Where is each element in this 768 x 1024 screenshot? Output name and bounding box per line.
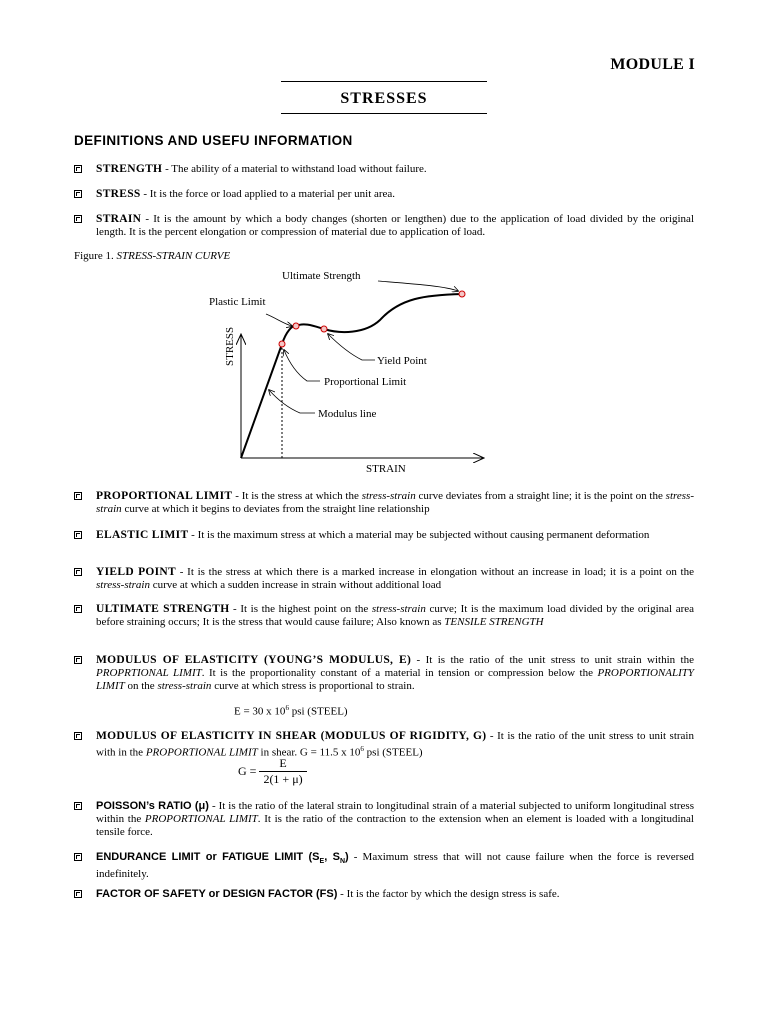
definition: - The ability of a material to withstand load without failure.	[162, 163, 427, 175]
checkbox-bullet-icon	[74, 656, 82, 664]
plastic-arrow	[266, 314, 292, 326]
formula-young-modulus: E = 30 x $10^6$ psi (STEEL)	[234, 704, 348, 718]
term: YIELD POINT	[96, 566, 177, 578]
label-plastic-limit: Plastic Limit	[209, 296, 266, 308]
def-poissons-ratio: POISSON’s RATIO (μ) - It is the ratio of the lateral strain to longitudinal strain of a material subjected to uniform longitudinal stress within the PROPORTIONAL LIMIT. It is the ratio of the contraction to the extension when an element is loaded with a longitudinal tensile force.	[74, 800, 694, 839]
page-title: STRESSES	[340, 90, 428, 107]
term: MODULUS OF ELASTICITY IN SHEAR (MODULUS OF RIGIDITY, G)	[96, 730, 487, 742]
plastic-limit-point	[293, 323, 299, 329]
definition: - It is the amount by which a body changes (shorten or lengthen) due to the application of load divided by the original length. It is the percent elongation or compression of material due to application of load.	[96, 213, 694, 238]
label-x-axis: STRAIN	[366, 463, 406, 475]
ultimate-arrow	[378, 281, 458, 291]
term: FACTOR OF SAFETY or DESIGN FACTOR (FS)	[96, 888, 338, 900]
figure-caption-title: STRESS-STRAIN CURVE	[116, 250, 231, 262]
checkbox-bullet-icon	[74, 492, 82, 500]
term: POISSON’s RATIO (μ)	[96, 800, 209, 812]
label-proportional-limit: Proportional Limit	[324, 376, 407, 388]
def-elastic-limit: ELASTIC LIMIT - It is the maximum stress at which a material may be subjected without causing permanent deformation	[74, 529, 694, 542]
module-heading: MODULE I	[610, 56, 695, 73]
checkbox-bullet-icon	[74, 605, 82, 613]
label-modulus-line: Modulus line	[318, 408, 377, 420]
term: STRESS	[96, 188, 141, 200]
stress-strain-diagram	[200, 262, 510, 482]
figure-caption-prefix: Figure 1.	[74, 250, 117, 262]
checkbox-bullet-icon	[74, 890, 82, 898]
yield-arrow	[328, 334, 375, 360]
formula-shear-modulus: G = $\frac{E}{2(1 + \mu)}$	[238, 756, 307, 787]
proportional-limit-point	[279, 341, 285, 347]
def-modulus-of-rigidity: MODULUS OF ELASTICITY IN SHEAR (MODULUS OF RIGIDITY, G) - It is the ratio of the unit stress to unit strain with in the PROPORTIONAL LIMIT in shear. G = 11.5 x $10^6$ psi (STEEL)	[74, 730, 694, 760]
def-modulus-of-elasticity: MODULUS OF ELASTICITY (YOUNG’S MODULUS, E) - It is the ratio of the unit stress to unit strain within the PROPRTIONAL LIMIT. It is the proportionality constant of a material in tension or compression below the PROPORTIONALITY LIMIT on the stress-strain curve at which stress is proportional to strain.	[74, 654, 694, 693]
def-stress	[74, 188, 694, 201]
def-factor-of-safety: FACTOR OF SAFETY or DESIGN FACTOR (FS) - It is the factor by which the design stress is safe.	[74, 888, 694, 901]
checkbox-bullet-icon	[74, 568, 82, 576]
term: ULTIMATE STRENGTH	[96, 603, 230, 615]
checkbox-bullet-icon	[74, 531, 82, 539]
term: ENDURANCE LIMIT or FATIGUE LIMIT ($S_E$, $S_N$)	[96, 851, 349, 866]
term: MODULUS OF ELASTICITY (YOUNG’S MODULUS, E)	[96, 654, 412, 666]
proportional-arrow	[284, 350, 320, 381]
def-proportional-limit: PROPORTIONAL LIMIT - It is the stress at which the stress-strain curve deviates from a straight line; it is the point on the stress-strain curve at which it begins to deviates from the straight line relationship	[74, 490, 694, 516]
def-strain	[74, 213, 694, 239]
checkbox-bullet-icon	[74, 802, 82, 810]
term: STRENGTH	[96, 163, 163, 175]
title-rule-bottom	[281, 113, 487, 114]
stress-strain-figure	[200, 262, 510, 482]
ultimate-strength-point	[459, 291, 465, 297]
term: PROPORTIONAL LIMIT	[96, 490, 233, 502]
checkbox-bullet-icon	[74, 215, 82, 223]
figure-caption	[74, 250, 230, 262]
label-yield-point: Yield Point	[377, 355, 427, 367]
def-endurance-limit: ENDURANCE LIMIT or FATIGUE LIMIT ($S_E$, $S_N$) - Maximum stress that will not cause failure when the force is reversed indefinitely.	[74, 851, 694, 881]
section-title: DEFINITIONS AND USEFU INFORMATION	[74, 133, 353, 148]
checkbox-bullet-icon	[74, 732, 82, 740]
def-yield-point: YIELD POINT - It is the stress at which there is a marked increase in elongation without an increase in load; it is a point on the stress-strain curve at which a sudden increase in strain without additional load	[74, 566, 694, 592]
def-ultimate-strength: ULTIMATE STRENGTH - It is the highest point on the stress-strain curve; It is the maximum load divided by the original area before straining occurs; It is the stress that would cause failure; Also known as TENSILE STRENGTH	[74, 603, 694, 629]
checkbox-bullet-icon	[74, 853, 82, 861]
term: ELASTIC LIMIT	[96, 529, 189, 541]
title-block	[281, 81, 487, 114]
modulus-arrow	[269, 390, 315, 413]
checkbox-bullet-icon	[74, 190, 82, 198]
term: STRAIN	[96, 213, 142, 225]
definition: - It is the force or load applied to a material per unit area.	[140, 188, 396, 200]
def-strength	[74, 163, 694, 176]
label-ultimate-strength: Ultimate Strength	[282, 270, 361, 282]
yield-point-marker	[321, 326, 327, 332]
checkbox-bullet-icon	[74, 165, 82, 173]
label-y-axis: STRESS	[224, 326, 236, 366]
